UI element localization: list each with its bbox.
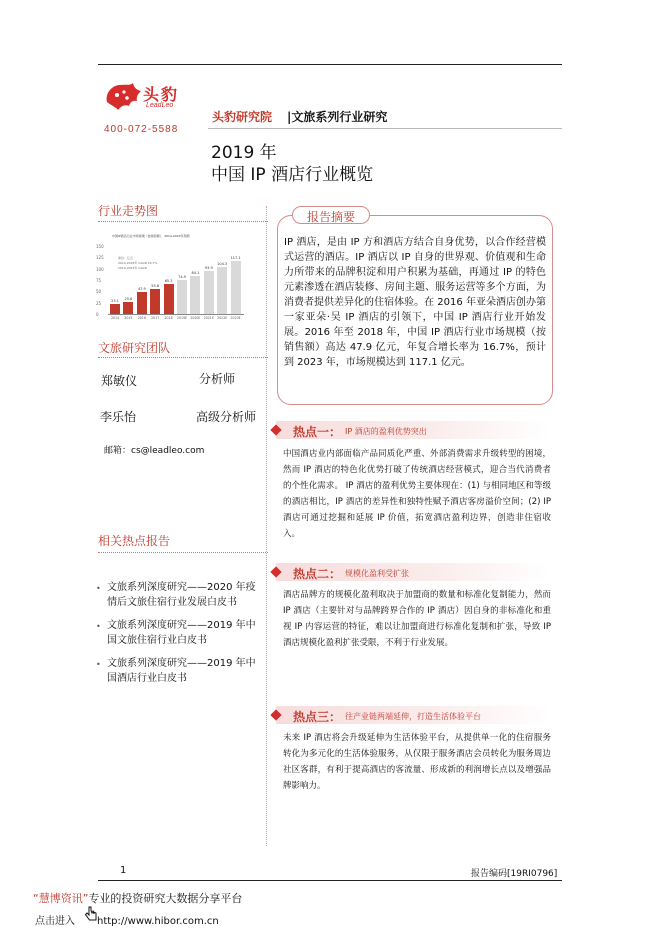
logo [103,80,193,114]
column-divider [266,206,267,846]
chart-bar [137,292,147,314]
chart-x-label: 2017 [151,316,160,320]
chart-x-label: 2016 [137,316,146,320]
chart-bar [204,271,214,314]
report-year: 2019 年 [211,143,277,163]
hotspot-1-text: 中国酒店业内部面临产品同质化严重、外部消费需求升级转型的困境，然而 IP 酒店的特色化优势打破了传统酒店经营模式，迎合当代消费者的个性化需求。 IP 酒店的盈利优势主要体现在：(1) 与相同地区和等级的酒店相比，IP 酒店的差异性和独特性赋予酒店客房溢价空间；(2) IP 酒店可通过挖掘和延展 IP 价值，拓宽酒店盈利边界，创造非住宿收入。 [283,449,551,539]
analyst-role-2: 高级分析师 [196,410,257,424]
team-divider [98,357,268,358]
chart-y-tick: 25 [96,300,102,306]
chart-data-label: 117.1 [230,255,241,260]
related-report-list [96,580,262,694]
chart-y-tick: 0 [96,312,99,317]
analyst-name-2: 李乐怡 [100,410,137,424]
report-title: 中国 IP 酒店行业概览 [211,165,374,185]
chart-y-tick: 50 [96,289,102,295]
related-report-item[interactable] [96,580,262,610]
logo-cn-text: 头豹 [143,85,180,104]
chart-data-label: 25.6 [124,297,133,302]
hotspot-2-text: 酒店品牌方的规模化盈利取决于加盟商的数量和标准化复制能力，然而 IP 酒店（主要针对与品牌跨界合作的 IP 酒店）因自身的非标准化和重视 IP 内容运营的特征，难以让加盟商进行标准化复制和扩张，导致 IP 酒店规模化盈利扩张受限，不利于行业发展。 [283,590,551,648]
hotspot-2-banner [276,563,550,581]
footer-rule [98,880,562,881]
top-rule [98,64,562,65]
chart-data-label: 23.1 [111,298,119,303]
chart-bar [110,304,120,314]
related-report-title: 文旅系列深度研究——2019 年中国文旅住宿行业白皮书 [107,620,256,646]
bullet-icon: • [96,622,101,631]
analyst-role-1: 分析师 [199,372,236,386]
footer-link-line [35,912,219,927]
chart-data-label: 84.1 [191,270,200,275]
hotspot-2-label: 热点二： [293,567,342,581]
chart-y-tick: 100 [96,266,104,272]
chart-y-tick: 75 [96,278,102,283]
chart-bar [150,289,160,314]
chart-data-label: 65.3 [164,279,173,284]
chart-title: 中国IP酒店行业市场规模（按销售额），2014-2023年预测 [112,234,190,238]
trend-divider [98,221,268,222]
footer-brand: “慧博资讯” [33,892,89,905]
series-name: |文旅系列行业研究 [287,110,388,124]
chart-x-axis [108,314,244,315]
market-size-chart [96,234,246,326]
hotspot-3-banner [276,706,550,724]
chart-x-label: 2019E [176,316,188,320]
chart-data-label: 55.8 [151,283,160,288]
summary-label: 报告摘要 [307,210,356,224]
chart-x-label: 2018 [164,316,173,320]
footer-url[interactable]: http://www.hibor.com.cn [97,916,219,927]
chart-bar [217,267,227,314]
hotspot-3-desc: 往产业链两端延伸，打造生活体验平台 [345,712,481,721]
logo-en-text: LeadLeo [146,102,174,109]
chart-data-label: 47.9 [137,287,146,292]
chart-bar [231,261,241,314]
hotspot-3-text: 未来 IP 酒店将会升级延伸为生活体验平台，从提供单一化的住宿服务转化为多元化的生活体验服务，从仅限于服务酒店会员转化为服务周边社区客群，有利于提高酒店的客流量、形成新的利润增长点以及增强品牌影响力。 [283,733,551,791]
chart-x-label: 2022E [217,316,228,320]
chart-x-label: 2020E [190,316,201,320]
chart-data-label: 74.9 [178,275,186,280]
team-heading: 文旅研究团队 [98,341,171,355]
hotspot-3-label: 热点三： [293,710,342,724]
report-code: 报告编码[19RI0796] [471,869,558,879]
chart-legend-unit: 单位：亿元 [118,256,134,260]
footer-link-label: 点击进入 [35,916,75,927]
related-report-title: 文旅系列深度研究——2020 年疫情后文旅住宿行业发展白皮书 [107,582,256,608]
diamond-icon [270,424,281,435]
chart-legend-cagr1: 2014-2018年 CAGR 16.7% [118,261,158,265]
chart-legend-cagr2: 2019-2023年 CAGR [118,266,147,270]
related-report-item[interactable] [96,656,262,686]
chart-y-tick: 125 [96,255,104,261]
chart-x-label: 2015 [124,316,133,320]
bullet-icon: • [96,584,101,593]
diamond-icon [270,566,281,577]
hotspot-1-label: 热点一： [293,425,342,439]
chart-data-label: 104.3 [217,261,228,266]
chart-x-label: 2014 [110,316,120,320]
chart-x-label: 2021E [203,316,214,320]
related-report-title: 文旅系列深度研究——2019 年中国酒店行业白皮书 [107,658,256,684]
summary-text: IP 酒店，是由 IP 方和酒店方结合自身优势，以合作经营模式运营的酒店。IP 酒店以 IP 自身的世界观、价值观和生命力所带来的品牌积淀和用户积累为基础，再通过 IP 的特色元素渗透在酒店装修、房间主题、服务运营等多个方面，为消费者提供差异化的住宿体验。在 2016 年亚朵酒店创办第一家亚朵·吴 IP 酒店的引领下，中国 IP 酒店行业开始发展。2016 年至 2018 年，中国 IP 酒店行业市场规模（按销售额）高达 47.9 亿元，年复合增长率为 16.7%，预计到 2023 年，市场规模达到 117.1 亿元。 [284,237,546,368]
title-divider [208,128,562,129]
phone-number: 400-072-5588 [104,124,179,135]
chart-y-tick: 150 [96,244,104,249]
chart-bar [177,280,187,314]
page-number: 1 [120,865,127,876]
chart-bar [123,302,133,314]
leopard-logo-icon [103,80,143,114]
chart-data-label: 93.9 [204,266,213,271]
related-heading: 相关热点报告 [98,534,171,548]
institute-name: 头豹研究院 [212,110,273,124]
related-divider [98,552,268,553]
chart-bar [164,284,174,314]
bullet-icon: • [96,660,101,669]
chart-x-label: 2023E [230,316,241,320]
related-report-item[interactable] [96,618,262,648]
contact-email[interactable]: 邮箱：cs@leadleo.com [104,446,205,456]
chart-bar [190,276,200,314]
hotspot-2-desc: 规模化盈利受扩张 [345,569,409,578]
footer-promo [33,890,242,906]
analyst-name-1: 郑敏仪 [101,374,138,388]
diamond-icon [270,709,281,720]
trend-heading: 行业走势图 [98,204,159,218]
hotspot-1-banner [276,421,550,439]
hotspot-1-desc: IP 酒店的盈利优势突出 [345,427,427,436]
footer-promo-text: 专业的投资研究大数据分享平台 [88,892,243,905]
